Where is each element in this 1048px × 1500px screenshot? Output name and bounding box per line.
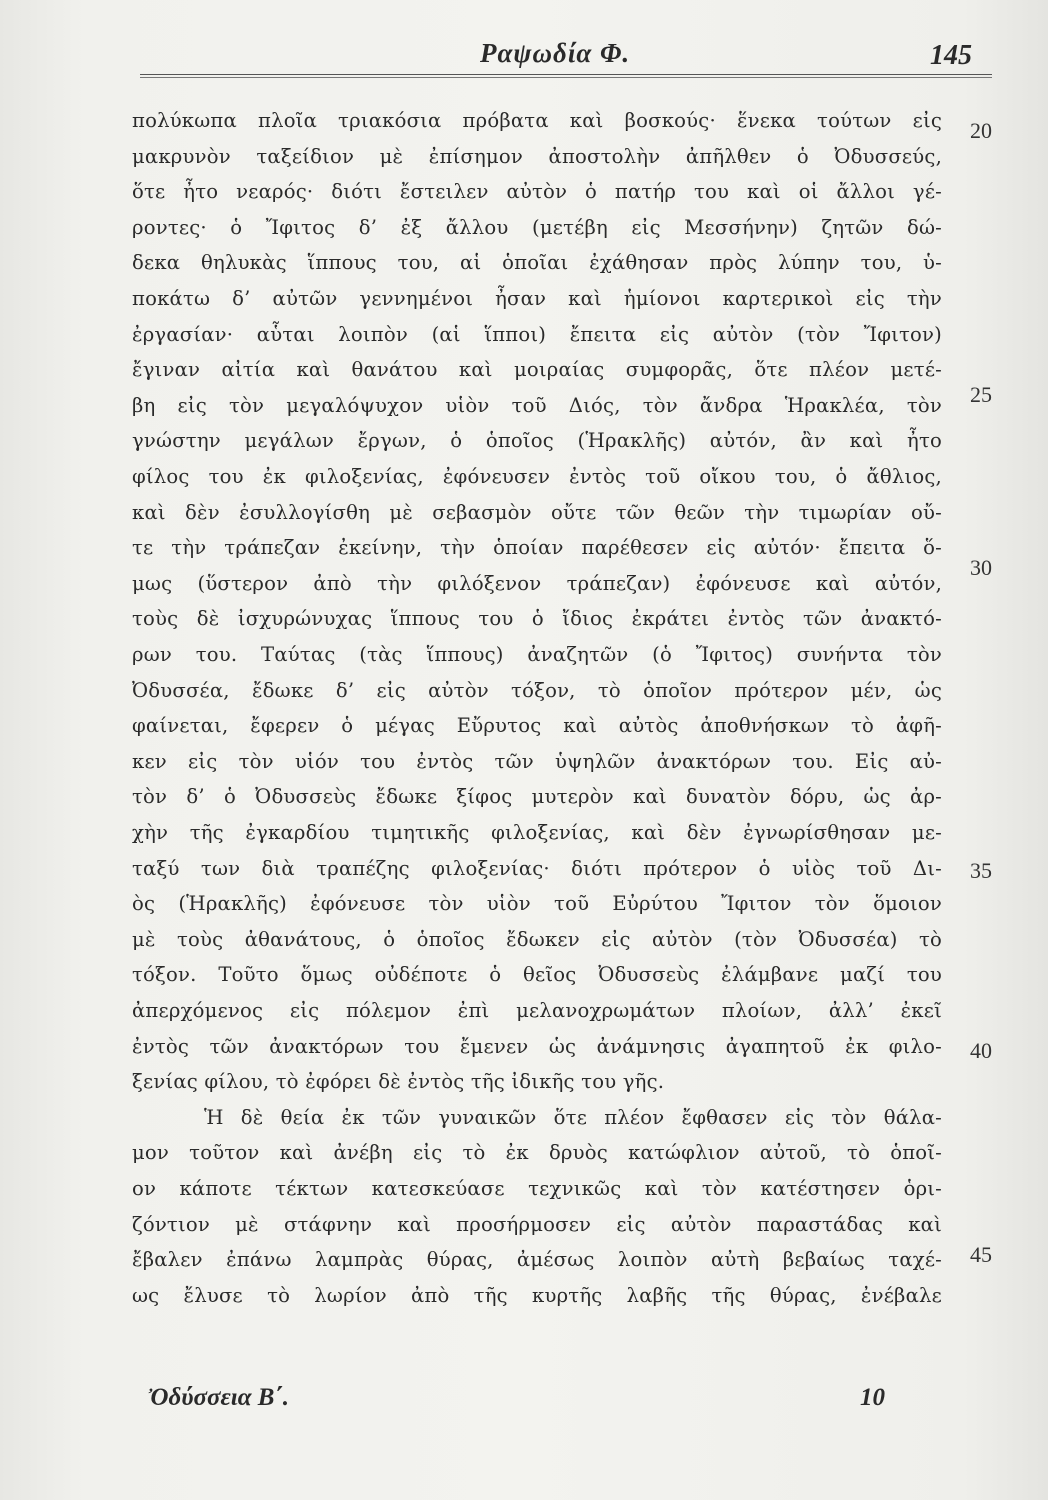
text-line: τε τὴν τράπεζαν ἐκείνην, τὴν ὁποίαν παρέθεσεν εἰς αὐτόν· ἔπειτα ὅ- xyxy=(132,536,942,560)
text-line: δεκα θηλυκὰς ἵππους του, αἱ ὁποῖαι ἐχάθησαν πρὸς λύπην του, ὑ- xyxy=(132,251,942,275)
text-line: ἐντὸς τῶν ἀνακτόρων του ἔμενεν ὡς ἀνάμνησις ἀγαπητοῦ ἐκ φιλο- xyxy=(132,1034,942,1058)
text-line: ξενίας φίλου, τὸ ἐφόρει δὲ ἐντὸς τῆς ἰδικῆς του γῆς. xyxy=(132,1070,665,1094)
text-line: μον τοῦτον καὶ ἀνέβη εἰς τὸ ἐκ δρυὸς κατώφλιον αὐτοῦ, τὸ ὁποῖ- xyxy=(132,1141,942,1165)
text-line: ταξύ των διὰ τραπέζης φιλοξενίας· διότι πρότερον ὁ υἱὸς τοῦ Δι- xyxy=(132,856,942,880)
text-line: μακρυνὸν ταξείδιον μὲ ἐπίσημον ἀποστολὴν ἀπῆλθεν ὁ Ὀδυσσεύς, xyxy=(132,144,942,168)
text-line: βη εἰς τὸν μεγαλόψυχον υἱὸν τοῦ Διός, τὸν ἄνδρα Ἡρακλέα, τὸν xyxy=(132,393,942,417)
line-number: 35 xyxy=(970,858,992,883)
text-line: φίλος του ἐκ φιλοξενίας, ἐφόνευσεν ἐντὸς τοῦ οἴκου του, ὁ ἄθλιος, xyxy=(132,465,942,488)
text-line: μως (ὕστερον ἀπὸ τὴν φιλόξενον τράπεζαν) ἐφόνευσε καὶ αὐτόν, xyxy=(132,571,942,595)
text-line: Ἡ δὲ θεία ἐκ τῶν γυναικῶν ὅτε πλέον ἔφθασεν εἰς τὸν θάλα- xyxy=(204,1105,942,1129)
text-line: τοὺς δὲ ἰσχυρώνυχας ἵππους του ὁ ἴδιος ἐκράτει ἐντὸς τῶν ἀνακτό- xyxy=(132,607,942,631)
text-line: πολύκωπα πλοῖα τριακόσια πρόβατα καὶ βοσκούς· ἕνεκα τούτων εἰς xyxy=(132,109,942,132)
running-title: Ραψωδία Φ. xyxy=(480,38,631,68)
text-line: ἐργασίαν· αὗται λοιπὸν (αἱ ἵπποι) ἔπειτα εἰς αὐτὸν (τὸν Ἴφιτον) xyxy=(132,322,942,346)
text-line: τόξον. Τοῦτο ὅμως οὐδέποτε ὁ θεῖος Ὀδυσσεὺς ἐλάμβανε μαζί του xyxy=(132,963,942,987)
text-line: ποκάτω δ’ αὐτῶν γεννημένοι ἦσαν καὶ ἡμίονοι καρτερικοὶ εἰς τὴν xyxy=(132,287,942,310)
line-number: 25 xyxy=(970,382,992,407)
text-line: μὲ τοὺς ἀθανάτους, ὁ ὁποῖος ἔδωκεν εἰς αὐτὸν (τὸν Ὀδυσσέα) τὸ xyxy=(132,927,942,951)
text-line: ἔβαλεν ἐπάνω λαμπρὰς θύρας, ἀμέσως λοιπὸν αὐτὴ βεβαίως ταχέ- xyxy=(132,1248,942,1272)
text-line: ὸς (Ἡρακλῆς) ἐφόνευσε τὸν υἱὸν τοῦ Εὐρύτου Ἴφιτον τὸν ὅμοιον xyxy=(132,892,942,916)
page-number: 145 xyxy=(930,40,972,71)
line-number: 45 xyxy=(970,1242,992,1267)
text-line: χὴν τῆς ἐγκαρδίου τιμητικῆς φιλοξενίας, καὶ δὲν ἐγνωρίσθησαν με- xyxy=(132,821,942,844)
signature-mark: Ὀδύσσεια Β΄. xyxy=(148,1384,290,1411)
text-line: Ὀδυσσέα, ἔδωκε δ’ εἰς αὐτὸν τόξον, τὸ ὁποῖον πρότερον μέν, ὡς xyxy=(132,678,942,702)
line-number: 40 xyxy=(970,1038,992,1063)
text-line: γνώστην μεγάλων ἔργων, ὁ ὁποῖος (Ἡρακλῆς) αὐτόν, ἂν καὶ ἦτο xyxy=(132,429,942,453)
text-line: κεν εἰς τὸν υἱόν του ἐντὸς τῶν ὑψηλῶν ἀνακτόρων του. Εἰς αὐ- xyxy=(132,749,942,773)
text-line: ἀπερχόμενος εἰς πόλεμον ἐπὶ μελανοχρωμάτων πλοίων, ἀλλ’ ἐκεῖ xyxy=(132,999,942,1022)
text-line: τὸν δ’ ὁ Ὀδυσσεὺς ἔδωκε ξίφος μυτερὸν καὶ δυνατὸν δόρυ, ὡς ἀρ- xyxy=(132,785,942,809)
line-number: 30 xyxy=(970,555,992,580)
text-line: ρων του. Ταύτας (τὰς ἵππους) ἀναζητῶν (ὁ Ἴφιτος) συνήντα τὸν xyxy=(132,643,942,666)
text-line: ον κάποτε τέκτων κατεσκεύασε τεχνικῶς καὶ τὸν κατέστησεν ὁρι- xyxy=(132,1177,942,1200)
signature-number: 10 xyxy=(860,1384,885,1411)
text-line: ὅτε ἦτο νεαρός· διότι ἔστειλεν αὐτὸν ὁ πατήρ του καὶ οἱ ἄλλοι γέ- xyxy=(132,180,942,204)
text-line: ἔγιναν αἰτία καὶ θανάτου καὶ μοιραίας συμφορᾶς, ὅτε πλέον μετέ- xyxy=(132,358,942,382)
header-rule xyxy=(140,74,992,78)
text-line: ως ἔλυσε τὸ λωρίον ἀπὸ τῆς κυρτῆς λαβῆς τῆς θύρας, ἐνέβαλε xyxy=(132,1283,942,1307)
line-number: 20 xyxy=(970,118,992,143)
text-line: ροντες· ὁ Ἴφιτος δ’ ἐξ ἄλλου (μετέβη εἰς Μεσσήνην) ζητῶν δώ- xyxy=(132,215,942,239)
text-line: καὶ δὲν ἐσυλλογίσθη μὲ σεβασμὸν οὔτε τῶν θεῶν τὴν τιμωρίαν οὔ- xyxy=(132,500,942,524)
text-line: ζόντιον μὲ στάφνην καὶ προσήρμοσεν εἰς αὐτὸν παραστάδας καὶ xyxy=(132,1212,942,1236)
text-line: φαίνεται, ἔφερεν ὁ μέγας Εὔρυτος καὶ αὐτὸς ἀποθνήσκων τὸ ἀφῆ- xyxy=(132,714,942,738)
